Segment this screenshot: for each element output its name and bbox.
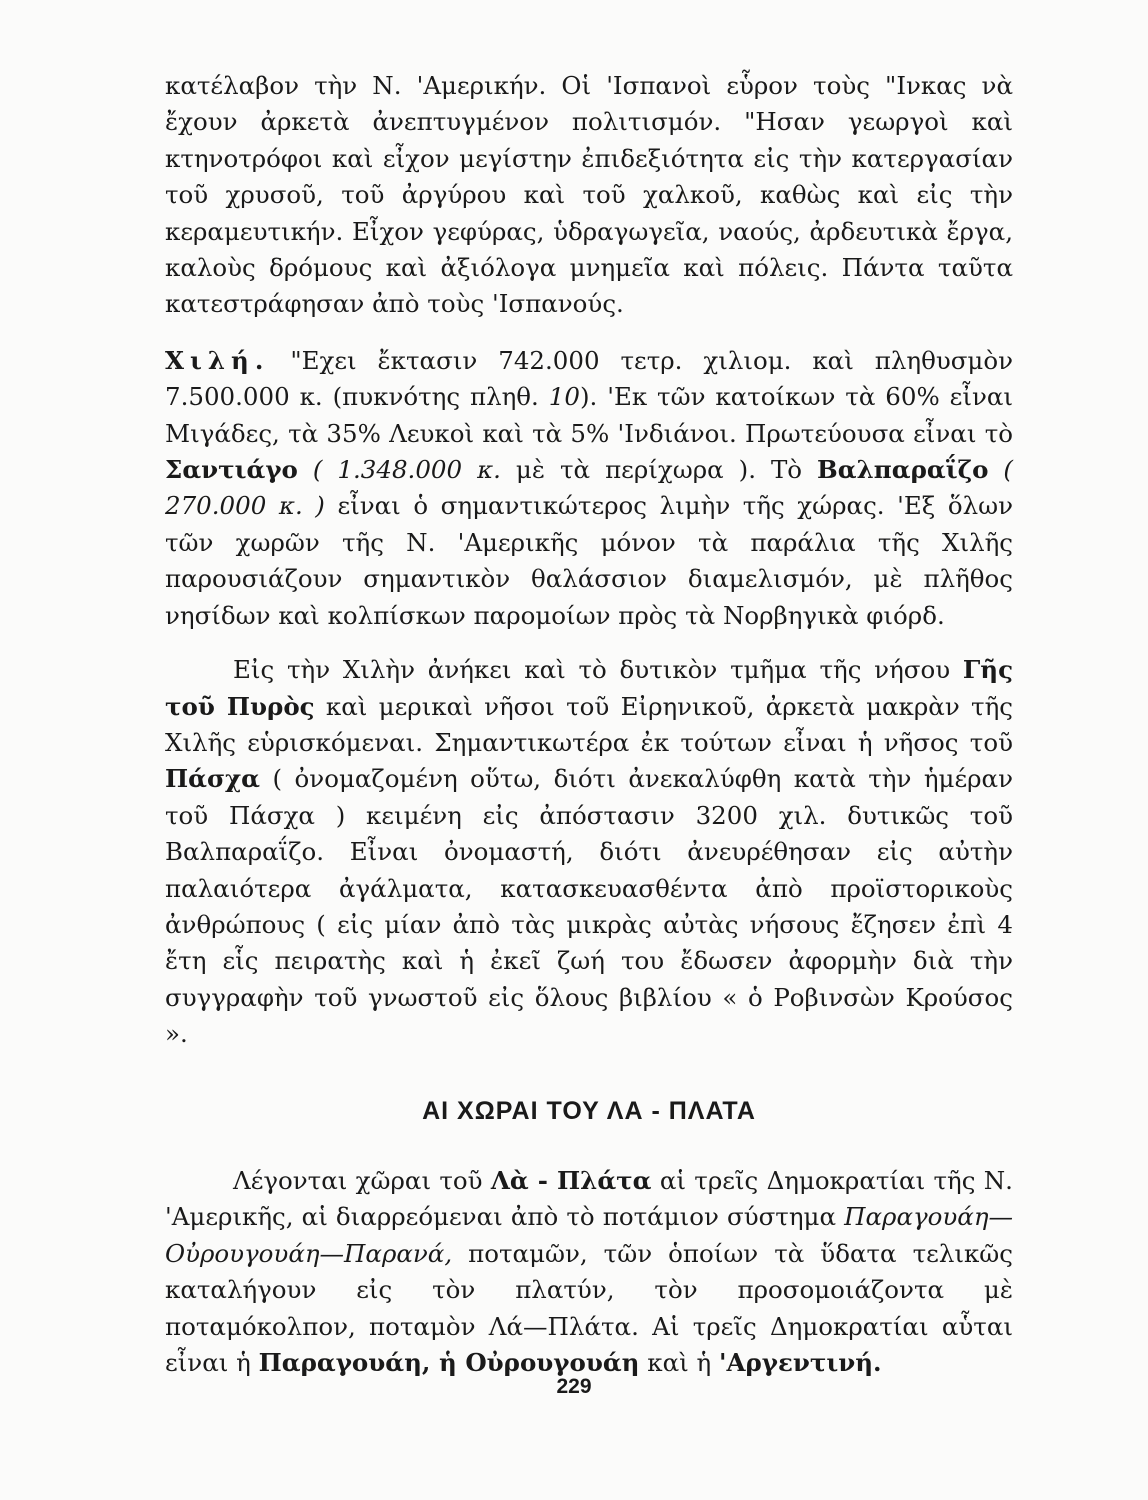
paragraph-incas: κατέλαβον τὴν Ν. 'Αμερικήν. Οἱ 'Ισπανοὶ εὗρον τοὺς "Ινκας νὰ ἔχουν ἀρκετὰ ἀνεπτυγμένον πολιτισμόν. "Ησαν γεωργοὶ καὶ κτηνοτρόφοι καὶ εἶχον μεγίστην ἐπιδεξιότητα εἰς τὴν κατεργασίαν τοῦ χρυσοῦ, τοῦ ἀργύρου καὶ τοῦ χαλκοῦ, καθὼς καὶ εἰς τὴν κεραμευτικήν. Εἶχον γεφύρας, ὑδραγωγεῖα, ναούς, ἀρδευτικὰ ἔργα, καλοὺς δρόμους καὶ ἀξιόλογα μνημεῖα καὶ πόλεις. Πάντα ταῦτα κατεστράφησαν ἀπὸ τοὺς 'Ισπανούς. bbox=[165, 71, 1013, 319]
river-system: Παραγουάη—Οὐρουγουάη—Παρανά, bbox=[165, 1202, 1013, 1268]
paragraph-chile: Χιλή. "Εχει ἔκτασιν 742.000 τετρ. χιλιομ. καὶ πληθυσμὸν 7.500.000 κ. (πυκνότης πληθ. 10). 'Εκ τῶν κατοίκων τὰ 60% εἶναι Μιγάδες, τὰ 35% Λευκοὶ καὶ τὰ 5% 'Ινδιάνοι. Πρωτεύουσα εἶναι τὸ Σαντιάγο ( 1.348.000 κ. μὲ τὰ περίχωρα ). Τὸ Βαλπαραΐζο ( 270.000 κ. ) εἶναι ὁ σημαντικώτερος λιμὴν τῆς χώρας. 'Εξ ὅλων τῶν χωρῶν τῆς Ν. 'Αμερικῆς μόνον τὰ παράλια τῆς Χιλῆς παρουσιάζουν σημαντικὸν θαλάσσιον διαμελισμόν, μὲ πλῆθος νησίδων καὶ κολπίσκων παρομοίων πρὸς τὰ Νορβηγικὰ φιόρδ. bbox=[165, 345, 1013, 630]
valparaiso: Βαλπαραΐζο bbox=[817, 455, 989, 485]
tierra-del-fuego: Γῆς τοῦ Πυρὸς bbox=[165, 655, 1013, 721]
paragraph-la-plata: Λέγονται χῶραι τοῦ Λὰ - Πλάτα αἱ τρεῖς Δημοκρατίαι τῆς Ν. 'Αμερικῆς, αἱ διαρρεόμεναι ἀπὸ τὸ ποτάμιον σύστημα Παραγουάη—Οὐρουγουάη—Παρανά, ποταμῶν, τῶν ὁποίων τὰ ὕδατα τελικῶς καταλήγουν εἰς τὸν πλατύν, τὸν προσομοιάζοντα μὲ ποταμόκολπον, ποταμὸν Λά—Πλάτα. Αἱ τρεῖς Δημοκρατίαι αὗται εἶναι ἡ Παραγουάη, ἡ Οὐρουγουάη καὶ ἡ 'Αργεντινή. bbox=[165, 1165, 1013, 1377]
argentina: 'Αργεντινή. bbox=[719, 1348, 882, 1377]
section-heading: ΑΙ ΧΩΡΑΙ ΤΟΥ ΛΑ - ΠΛΑΤΑ bbox=[422, 1096, 756, 1125]
chile-heading: Χιλή. bbox=[165, 345, 270, 375]
paraguay-uruguay: Παραγουάη, ἡ Οὐρουγουάη bbox=[258, 1348, 640, 1377]
easter-island: Πάσχα bbox=[165, 764, 261, 794]
la-plata: Λὰ - Πλάτα bbox=[490, 1165, 652, 1195]
paragraph-islands: Εἰς τὴν Χιλὴν ἀνήκει καὶ τὸ δυτικὸν τμῆμα τῆς νήσου Γῆς τοῦ Πυρὸς καὶ μερικαὶ νῆσοι τοῦ Εἰρηνικοῦ, ἀρκετὰ μακρὰν τῆς Χιλῆς εὑρισκόμεναι. Σημαντικωτέρα ἐκ τούτων εἶναι ἡ νῆσος τοῦ Πάσχα ( ὀνομαζομένη οὕτω, διότι ἀνεκαλύφθη κατὰ τὴν ἡμέραν τοῦ Πάσχα ) κειμένη εἰς ἀπόστασιν 3200 χιλ. δυτικῶς τοῦ Βαλπαραΐζο. Εἶναι ὀνομαστή, διότι ἀνευρέθησαν εἰς αὐτὴν παλαιότερα ἀγάλματα, κατασκευασθέντα ἀπὸ προϊστορικοὺς ἀνθρώπους ( εἰς μίαν ἀπὸ τὰς μικρὰς αὐτὰς νήσους ἔζησεν ἐπὶ 4 ἔτη εἷς πειρατὴς καὶ ἡ ἐκεῖ ζωή του ἔδωσεν ἀφορμὴν διὰ τὴν συγγραφὴν τοῦ γνωστοῦ εἰς ὅλους βιβλίου « ὁ Ροβινσὼν Κρούσος ». bbox=[165, 655, 1013, 1049]
page-number: 229 bbox=[556, 1375, 592, 1398]
santiago: Σαντιάγο bbox=[165, 455, 298, 485]
page-body bbox=[165, 68, 1013, 1381]
